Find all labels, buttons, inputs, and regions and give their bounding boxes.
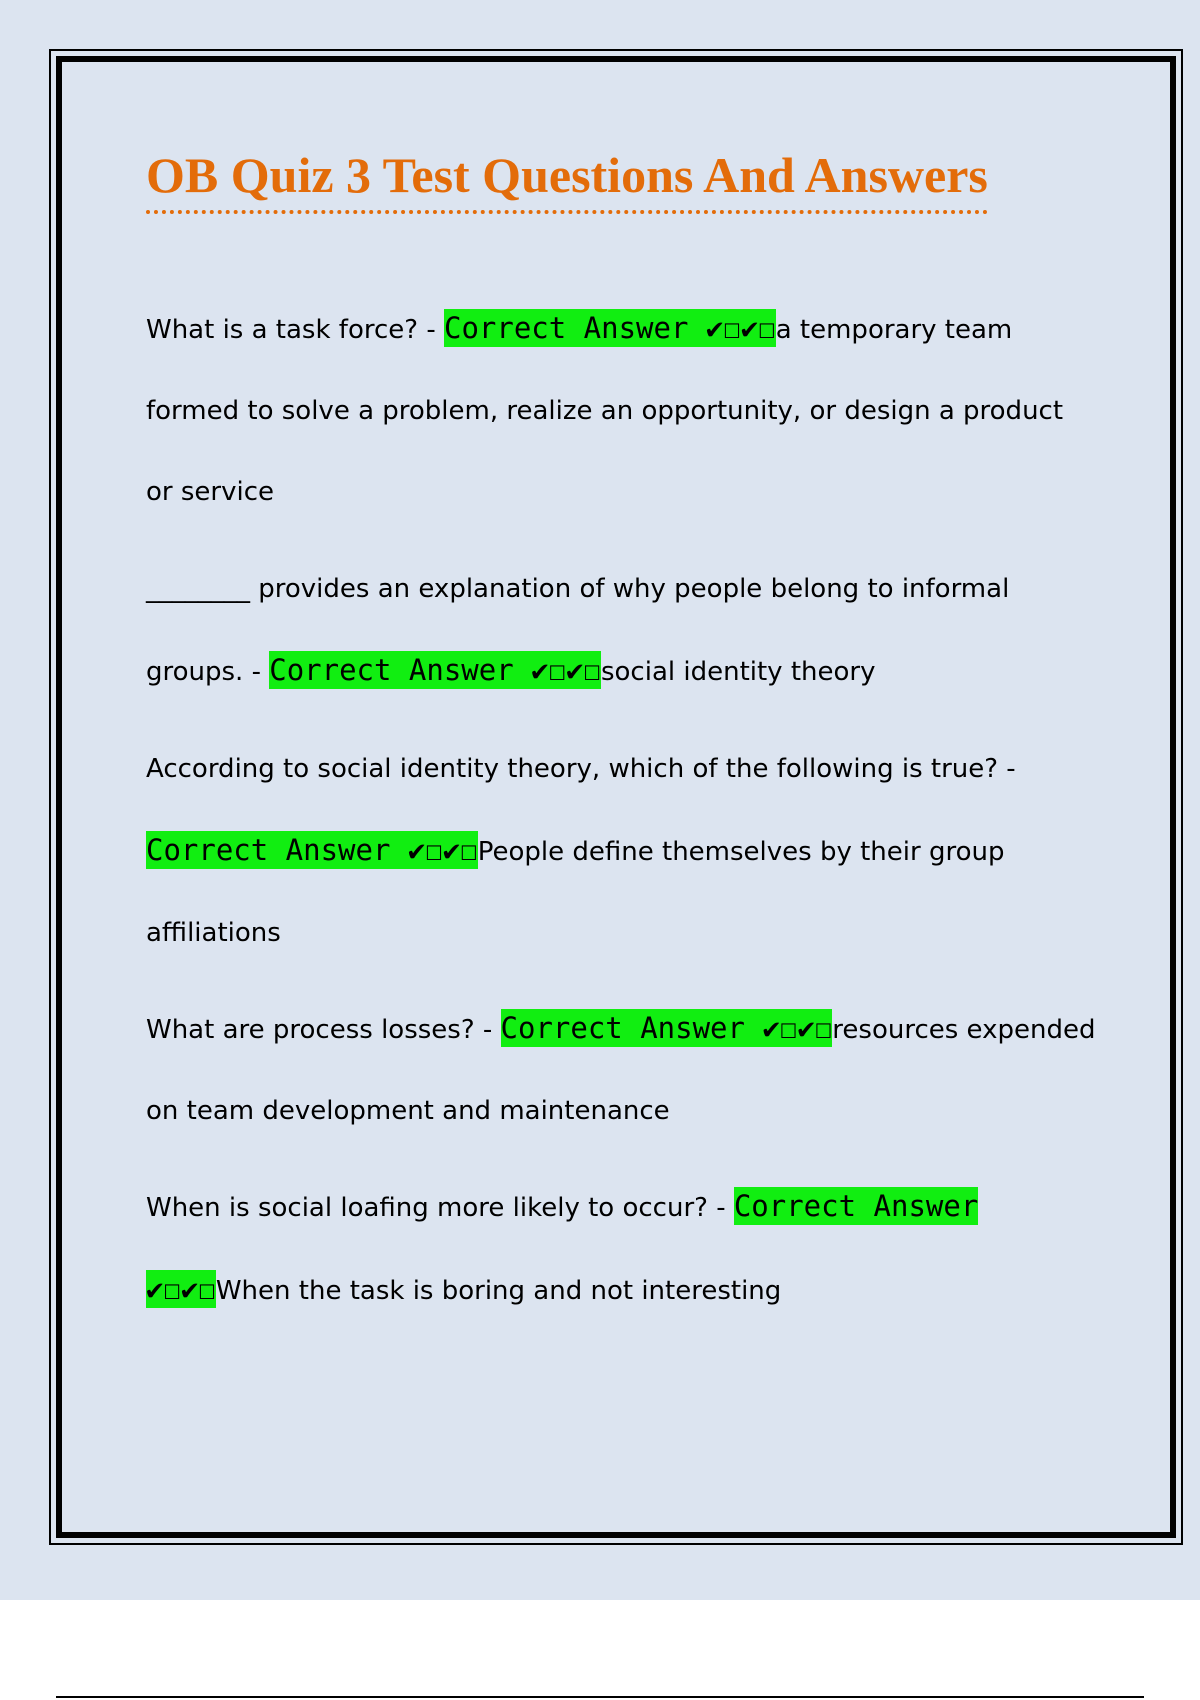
question-text: What are process losses? - [146, 1015, 501, 1045]
correct-answer-highlight: Correct Answer ✔☐✔☐ [500, 1011, 833, 1045]
qa-item [146, 1166, 1096, 1332]
answer-text: People define themselves by their group affiliations [146, 837, 1005, 948]
correct-answer-highlight: Correct Answer ✔☐✔☐ [443, 311, 776, 345]
answer-text: a temporary team formed to solve a problem, realize an opportunity, or design a product or service [146, 315, 1064, 507]
footer-rule [56, 1696, 1144, 1698]
qa-list [146, 288, 1096, 1332]
answer-text: resources expended on team development and maintenance [146, 1015, 1096, 1126]
answer-text: social identity theory [600, 657, 876, 687]
document-content [146, 140, 1096, 1348]
correct-answer-highlight: Correct Answer ✔☐✔☐ [269, 653, 601, 687]
question-text: When is social loafing more likely to occur? - [146, 1193, 734, 1223]
correct-answer-highlight: Correct Answer ✔☐✔☐ [146, 833, 478, 867]
correct-answer-highlight: Correct Answer ✔☐✔☐ [146, 1189, 979, 1306]
answer-text: When the task is boring and not interesting [215, 1276, 782, 1306]
qa-item [146, 288, 1096, 533]
qa-item [146, 549, 1096, 713]
question-text: What is a task force? - [146, 315, 444, 345]
question-text: ________ provides an explanation of why people belong to informal groups. - [146, 574, 1010, 687]
document-title: OB Quiz 3 Test Questions And Answers [146, 140, 988, 214]
qa-item [146, 988, 1096, 1152]
question-text: According to social identity theory, which of the following is true? - [146, 754, 1016, 784]
qa-item [146, 729, 1096, 974]
